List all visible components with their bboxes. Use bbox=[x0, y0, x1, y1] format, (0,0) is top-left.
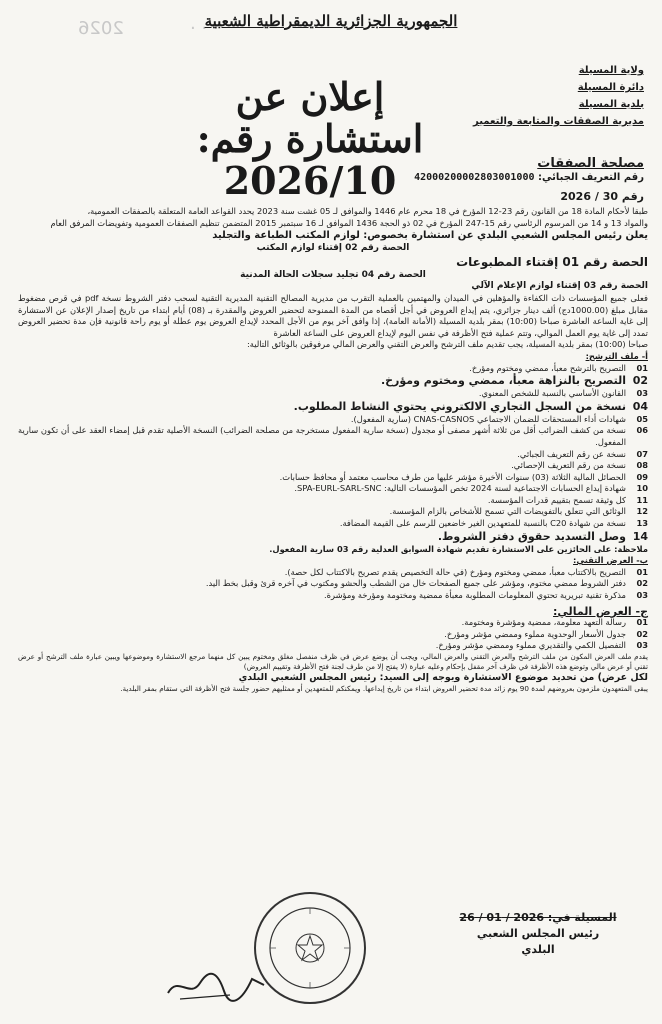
financial-list bbox=[18, 617, 648, 652]
legal-paragraph: والمواد 13 و 14 من المرسوم الرئاسي رقم 15-247 المؤرخ في 02 ذو الحجة 1436 الموافق لـ 16 سبتمبر 2015 المتضمن تنظيم الصفقات العمومية وتفويضات المرفق العام bbox=[50, 217, 648, 228]
technical-list bbox=[18, 567, 648, 602]
list-item: 12 الوثائق التي تتعلق بالتفويضات التي تسمح للأشخاص بالزام المؤسسة. bbox=[389, 506, 648, 517]
list-item: 01 التصريح بالاكتتاب معبأ، ممضي ومختوم ومؤرخ (في حالة التخصيص يقدم تصريح بالاكتتاب لكل حصة). bbox=[284, 566, 648, 577]
list-item: 04 نسخة من السجل التجاري الالكتروني يحتوي النشاط المطلوب. bbox=[293, 399, 648, 413]
note-line: ملاحظة: على الحائزين على الاستشارة تقديم شهادة السوابق العدلية رقم 03 سارية المفعول. bbox=[269, 543, 648, 554]
tax-label: رقم التعريف الجبائي: bbox=[537, 172, 644, 183]
handwritten-signature-icon bbox=[160, 965, 270, 1005]
list-item: 14 وصل التسديد حقوق دفتر الشروط. bbox=[437, 529, 648, 543]
signatory-title: رئيس المجلس الشعبي bbox=[476, 927, 600, 940]
announcement-body bbox=[18, 206, 648, 694]
list-item: 11 كل وثيقة تسمح بتقييم قدرات المؤسسة. bbox=[487, 494, 648, 505]
announce-line: يعلن رئيس المجلس الشعبي البلدي عن استشارة بخصوص: لوازم المكتب الطباعة والتجليد bbox=[212, 230, 648, 242]
technical-title: ب- العرض التقني: bbox=[573, 555, 648, 566]
commune: بلدية المسيلة bbox=[578, 99, 644, 110]
signature-block bbox=[438, 910, 638, 958]
list-item: 10 شهادة إيداع الحسابات الاجتماعية لسنة 2024 تخص المؤسسات التالية: SPA-EURL-SARL-SNC. bbox=[294, 483, 648, 494]
closing-paragraph: يبقى المتعهدون ملزمون بعروضهم لمدة 90 يوم زائد مدة تحضير العروض ابتداء من تاريخ إيداعها. ويمكنكم للمتعهدين أو ممثليهم حضور جلسة فتح الأظرفة التي ستقام بمقر البلدية. bbox=[120, 683, 648, 693]
directorate: مديرية الصفقات والمتابعة والتعمير bbox=[473, 116, 644, 127]
lot-01: الحصة رقم 01 إقتناء المطبوعات bbox=[456, 254, 648, 269]
wilaya: ولاية المسيلة bbox=[578, 65, 644, 76]
tax-id-line bbox=[414, 172, 644, 183]
candidature-title: أ- ملف الترشح: bbox=[585, 350, 648, 361]
closing-paragraph: لكل عرض) من تحديد موضوع الاستشارة ويوجه إلى السيد: رئيس المجلس الشعبي البلدي bbox=[238, 672, 648, 683]
service-name: مصلحة الصفقات bbox=[537, 156, 644, 171]
list-item: 02 دفتر الشروط ممضي مختوم، ومؤشر على جميع الصفحات خال من الشطب والحشو ومكتوب في آخره قرئ وقبل بخط اليد. bbox=[205, 578, 648, 589]
bleed-through-text: 2026 bbox=[78, 18, 124, 39]
list-item: 01 التصريح بالترشح معبأ، ممضي ومختوم ومؤرخ. bbox=[469, 362, 648, 373]
daira: دائرة المسيلة bbox=[577, 82, 644, 93]
invitation-paragraph: صباحا (10:00) بمقر بلدية المسيلة، يجب تقديم ملف الترشح والعرض التقني والعرض المالي مرفوقين بالوثائق التالية: bbox=[246, 339, 648, 350]
lot-02: الحصة رقم 02 إقتناء لوازم المكتب bbox=[256, 243, 410, 254]
list-item: 06 نسخة من كشف الضرائب أقل من ثلاثة أشهر مصفى أو مجدول (نسخة سارية المفعول مستخرجة من مصلحة الضرائب) النسخة الأصلية تقدم قبل إمضاء العقد على أن تكون سارية المفعول. bbox=[18, 425, 648, 447]
republic-header: الجمهورية الجزائرية الديمقراطية الشعبية bbox=[204, 12, 458, 30]
closing-paragraph: يقدم ملف العرض المكون من ملف الترشح والعرض التقني والعرض المالي، ويجب أن يوضع عرض في ظرف منفصل مغلق ومختوم يبين كل منهما مرجع الاستشارة وموضوعها ويبين عبارة ملف الترشح أو عرض تقني أو عرض مالي وتوضع هذه الأظرفة في ظرف آخر مقفل بإحكام وعليه عبارة (لا يفتح إلا من طرف لجنة فتح الأظرفة وتقييم العروض) bbox=[18, 652, 648, 671]
list-item: 03 التفصيل الكمي والتقديري مملوء وممضي مؤشر ومؤرخ. bbox=[435, 640, 648, 651]
list-item: 02 التصريح بالنزاهة معبأ، ممضي ومختوم ومؤرخ. bbox=[380, 374, 648, 388]
reference-date: رقم 30 / 2026 bbox=[560, 190, 644, 203]
financial-title: ج- العرض المالي: bbox=[553, 604, 648, 618]
bleed-through-text: · · · bbox=[190, 18, 219, 39]
list-item: 07 نسخة عن رقم التعريف الجبائي. bbox=[517, 448, 648, 459]
lot-04: الحصة رقم 04 تجليد سجلات الحالة المدنية bbox=[240, 269, 426, 280]
list-item: 02 جدول الأسعار الوحدوية مملوء وممضي مؤشر ومؤرخ. bbox=[444, 628, 648, 639]
list-item: 09 الحصائل المالية الثلاثة (03) سنوات الأخيرة مؤشر عليها من طرف محاسب معتمد أو محافظ حسابات. bbox=[279, 471, 648, 482]
legal-paragraph: طبقا لأحكام المادة 18 من القانون رقم 23-12 المؤرخ في 18 محرم عام 1446 والموافق لـ 05 غشت سنة 2023 يحدد القواعد العامة المتعلقة بالصفقات العمومية، bbox=[87, 206, 648, 216]
announcement-title: إعلان عن استشارة رقم: 2026/10 bbox=[196, 74, 424, 203]
tax-number: 42000200002803001000 bbox=[414, 172, 535, 183]
signatory-title: البلدي bbox=[521, 943, 555, 956]
list-item: 01 رسالة التعهد معلومة، ممضية ومؤشرة ومختومة. bbox=[461, 617, 648, 628]
list-item: 08 نسخة من رقم التعريف الإحصائي. bbox=[511, 460, 648, 471]
list-item: 03 القانون الأساسي بالنسبة للشخص المعنوي. bbox=[478, 388, 648, 399]
invitation-paragraph: فعلى جميع المؤسسات ذات الكفاءة والمؤهلين في الميدان والمهتمين بالعملية التقرب من مديرية المصالح التقنية المديرية التقنية لسحب دفتر الشروط نسخة pdf في قرص مضغوط مقابل مبلغ (1000.00دج) ألف دينار جزائري، يتم إيداع العروض في أجل أقصاه من المدة الممنوحة لتحضير العروض والمقدرة بـ (08) أيام ابتداء من تاريخ إصدار الإعلان عن الاستشارة إلى غاية الساعة العاشرة صباحا (10:00) بمقر بلدية المسيلة (الأمانة العامة)، إذا وافق آخر يوم من الأجل المحدد لإيداع العروض يوم عطلة أو يوم راحة قانونية فإن مدة تحضير العروض تمدد إلى غاية يوم العمل الموالي، وتتم عملية فتح الأظرفة في نفس اليوم لإيداع العروض على الساعة العاشرة bbox=[18, 292, 648, 338]
list-item: 05 شهادات أداء المستحقات للضمان الاجتماعي CNAS-CASNOS (سارية المفعول). bbox=[350, 413, 648, 424]
candidature-list bbox=[18, 363, 648, 544]
lot-03: الحصة رقم 03 إقتناء لوازم الإعلام الآلي bbox=[471, 281, 648, 292]
issuer-block bbox=[424, 62, 644, 130]
list-item: 03 مذكرة تقنية تبريرية تحتوي المعلومات المطلوبة معبأة ممضية ومختومة ومؤرخة ومؤشرة. bbox=[324, 590, 648, 601]
list-item: 13 نسخة من شهادة C20 بالنسبة للمتعهدين الغير خاضعين للرسم على القيمة المضافة. bbox=[339, 518, 648, 529]
place-date: المسيلة في: 2026 / 01 / 26 bbox=[459, 911, 617, 924]
